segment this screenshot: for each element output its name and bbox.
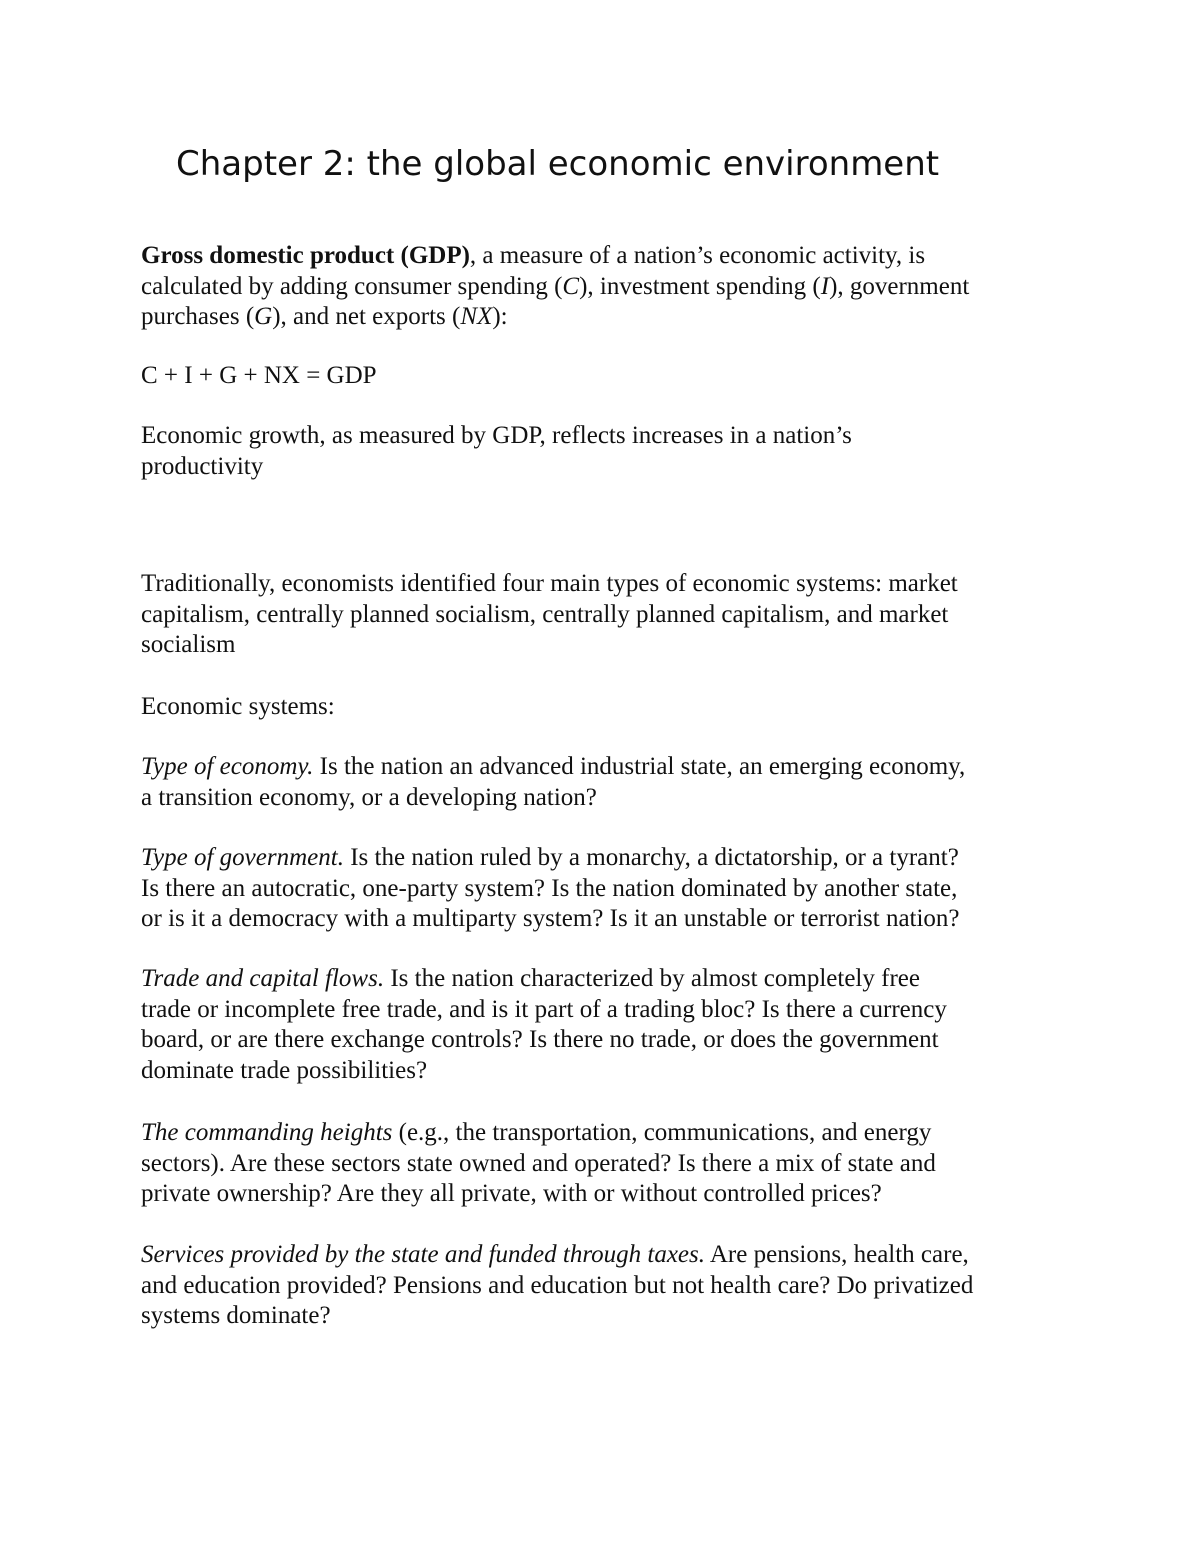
gdp-paragraph <box>141 241 1066 333</box>
gdp-line-1: Gross domestic product (GDP), a measure of a nation’s economic activity, is <box>141 242 926 269</box>
page-title: Chapter 2: the global economic environment <box>176 144 940 184</box>
traditional-paragraph: Traditionally, economists identified four main types of economic systems: market capitalism, centrally planned socialism, centrally planned capitalism, and market socialism <box>141 570 958 658</box>
services-label: Services provided by the state and funded through taxes. <box>141 1241 705 1268</box>
trade-capital-label: Trade and capital flows. <box>141 965 385 992</box>
commanding-heights-label: The commanding heights <box>141 1119 393 1146</box>
commanding-heights-paragraph: The commanding heights (e.g., the transportation, communications, and energy sectors). Are these sectors state owned and operated? Is there a mix of state and private ownership? Are they all private, with or without controlled prices? <box>141 1119 936 1207</box>
gdp-line-2: calculated by adding consumer spending (C), investment spending (I), government <box>141 272 970 300</box>
gdp-term: Gross domestic product (GDP) <box>141 242 470 269</box>
type-of-economy-label: Type of economy. <box>141 753 314 780</box>
type-of-economy-paragraph: Type of economy. Is the nation an advanced industrial state, an emerging economy, a transition economy, or a developing nation? <box>141 753 966 811</box>
systems-heading: Economic systems: <box>141 693 335 720</box>
gdp-line-3: purchases (G), and net exports (NX): <box>141 303 508 330</box>
trade-capital-paragraph: Trade and capital flows. Is the nation characterized by almost completely free trade or incomplete free trade, and is it part of a trading bloc? Is there a currency board, or are there exchange controls? Is there no trade, or does the government dominate trade possibilities? <box>141 965 947 1084</box>
services-paragraph: Services provided by the state and funded through taxes. Are pensions, health care, and education provided? Pensions and education but not health care? Do privatized systems dominate? <box>141 1241 974 1329</box>
type-of-government-label: Type of government. <box>141 844 344 871</box>
growth-paragraph: Economic growth, as measured by GDP, reflects increases in a nation’s productivity <box>141 422 852 480</box>
type-of-government-paragraph: Type of government. Is the nation ruled by a monarchy, a dictatorship, or a tyrant? Is there an autocratic, one-party system? Is the nation dominated by another state, or is it a democracy with a multiparty system? Is it an unstable or terrorist nation? <box>141 844 960 932</box>
gdp-equation: C + I + G + NX = GDP <box>141 362 377 389</box>
